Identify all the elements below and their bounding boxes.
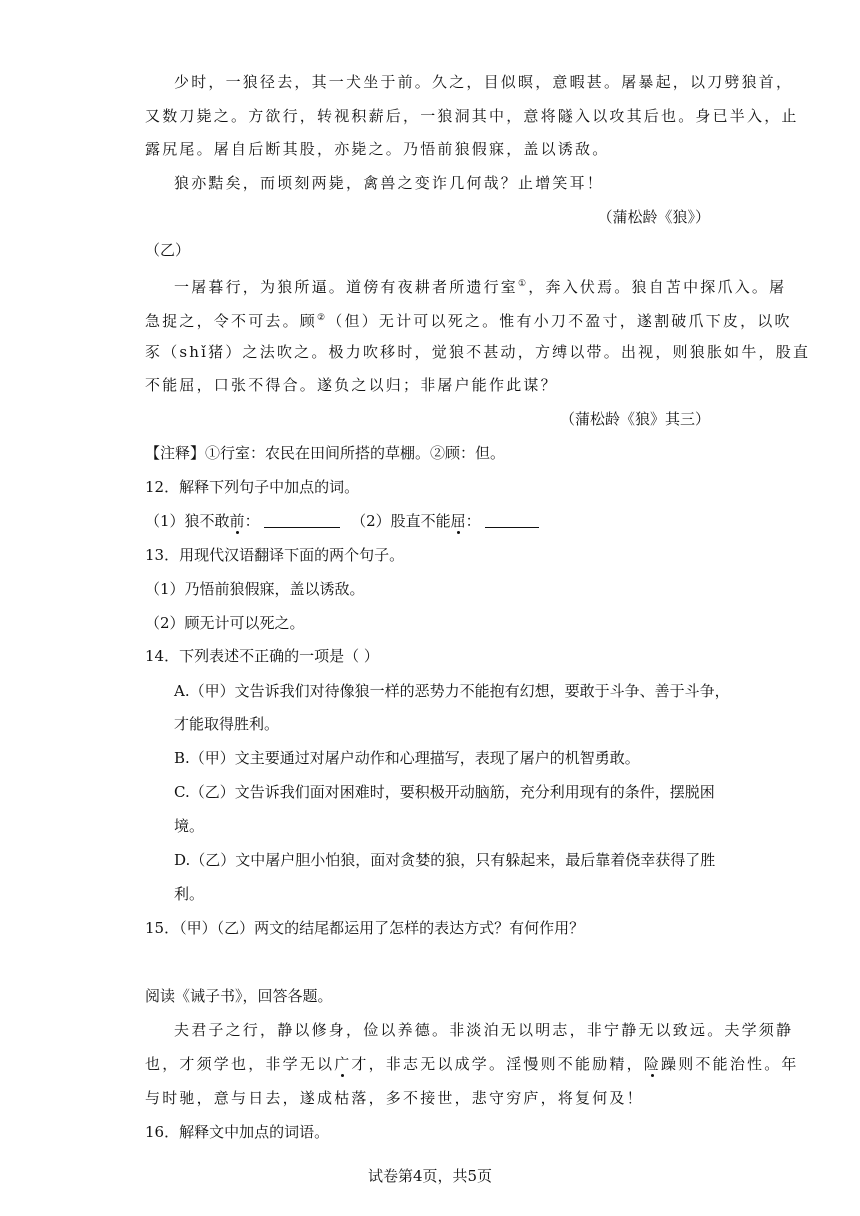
yi-line2: 急捉之，令不可去。顾②（但）无计可以死之。惟有小刀不盈寸，遂割破爪下皮，以吹: [145, 312, 792, 330]
option-a-line2: 才能取得胜利。: [174, 715, 280, 733]
option-d-line1: D.（乙）文中屠户胆小怕狼，面对贪婪的狼，只有躲起来，最后靠着侥幸获得了胜: [174, 851, 716, 869]
question-13-item1: （1）乃悟前狼假寐，盖以诱敌。: [145, 580, 365, 598]
reading-intro: 阅读《诫子书》，回答各题。: [145, 987, 333, 1005]
option-d-line2: 利。: [174, 885, 205, 903]
option-c-line1: C.（乙）文告诉我们面对困难时，要积极开动脑筋，充分利用现有的条件，摆脱困: [174, 783, 715, 801]
question-13-stem: 13．用现代汉语翻译下面的两个句子。: [145, 546, 405, 564]
jia-para1-line2: 又数刀毙之。方欲行，转视积薪后，一狼洞其中，意将隧入以攻其后也。身已半入，止: [145, 107, 799, 125]
dotted-word: 险: [643, 1055, 662, 1073]
question-13-item2: （2）顾无计可以死之。: [145, 614, 305, 632]
question-15: 15．（甲）（乙）两文的结尾都运用了怎样的表达方式？有何作用？: [145, 919, 585, 937]
question-14-stem: 14．下列表述不正确的一项是（ ）: [145, 647, 379, 665]
option-c-line2: 境。: [174, 817, 205, 835]
option-b: B.（甲）文主要通过对屠户动作和心理描写，表现了屠户的机智勇敢。: [174, 749, 640, 767]
yi-line4: 不能屈，口张不得合。遂负之以归；非屠户能作此谋？: [145, 376, 558, 394]
jia-para2: 狼亦黠矣，而顷刻两毙，禽兽之变诈几何哉？止增笑耳！: [174, 174, 605, 192]
jia-para1-line1: 少时，一狼径去，其一犬坐于前。久之，目似暝，意暇甚。屠暴起，以刀劈狼首，: [174, 73, 794, 91]
question-12-stem: 12．解释下列句子中加点的词。: [145, 478, 360, 496]
page-footer: 试卷第4页，共5页: [367, 1167, 493, 1185]
question-12-items: （1）狼不敢前： （2）股直不能屈：: [145, 511, 543, 531]
reading-line2: 也，才须学也，非学无以广才，非志无以成学。淫慢则不能励精，险躁则不能治性。年: [145, 1055, 799, 1073]
yi-line1: 一屠暮行，为狼所逼。道傍有夜耕者所遗行室①，奔入伏焉。狼自苫中探爪入。屠: [174, 278, 787, 296]
jia-para1-line3: 露尻尾。屠自后断其股，亦毙之。乃悟前狼假寐，盖以诱敌。: [145, 140, 610, 158]
reading-line3: 与时驰，意与日去，遂成枯落，多不接世，悲守穷庐，将复何及！: [145, 1089, 644, 1107]
dotted-word: 前: [229, 512, 245, 530]
question-16: 16．解释文中加点的词语。: [145, 1123, 330, 1141]
answer-blank-1[interactable]: [264, 513, 340, 528]
jia-source: （蒲松龄《狼》）: [597, 208, 710, 226]
yi-line3: 豕（shǐ猪）之法吹之。极力吹移时，觉狼不甚动，方缚以带。出视，则狼胀如牛，股直: [145, 343, 811, 361]
yi-source: （蒲松龄《狼》其三）: [559, 410, 710, 428]
dotted-word: 屈: [450, 512, 466, 530]
annotation-note: 【注释】①行室：农民在田间所搭的草棚。②顾：但。: [145, 444, 506, 462]
yi-label: （乙）: [145, 241, 191, 259]
reading-line1: 夫君子之行，静以修身，俭以养德。非淡泊无以明志，非宁静无以致远。夫学须静: [174, 1021, 794, 1039]
option-a-line1: A.（甲）文告诉我们对待像狼一样的恶势力不能抱有幻想，要敢于斗争、善于斗争，: [174, 682, 730, 700]
dotted-word: 广: [334, 1055, 352, 1073]
answer-blank-2[interactable]: [485, 513, 539, 528]
